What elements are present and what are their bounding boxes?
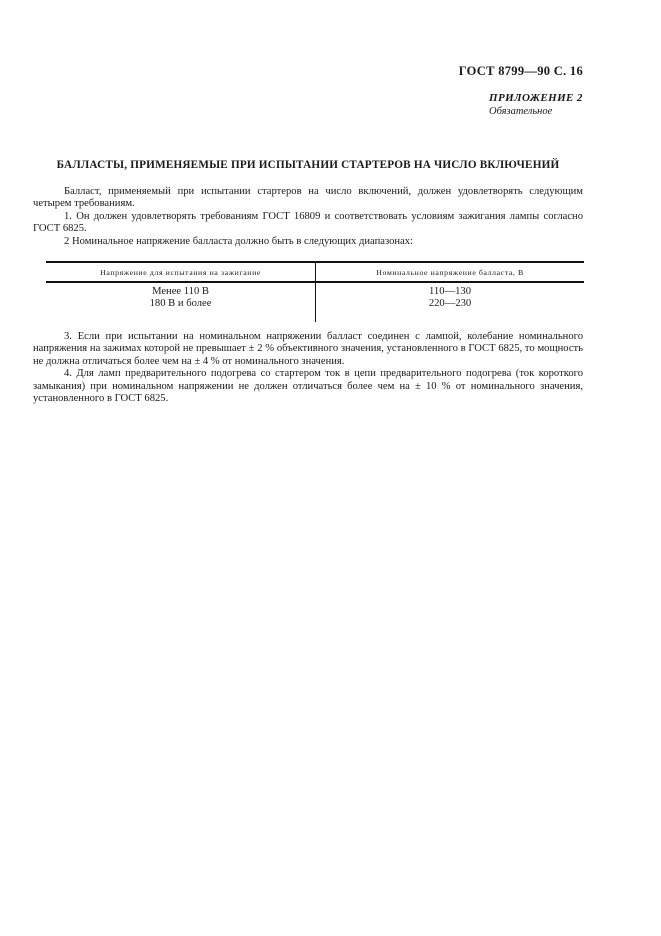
annex-label: ПРИЛОЖЕНИЕ 2	[489, 92, 583, 104]
table-column-nominal-voltage	[316, 283, 584, 322]
table-cell: 180 В и более	[149, 298, 212, 310]
table-header-ignition-voltage: Напряжение для испытания на зажигание	[46, 263, 316, 281]
table-cell: 110—130	[429, 286, 472, 298]
paragraph-item-2: 2 Номинальное напряжение балласта должно быть в следующих диапазонах:	[64, 235, 413, 247]
annex-block	[489, 92, 583, 118]
table-header-row	[46, 263, 584, 283]
annex-note: Обязательное	[489, 106, 553, 117]
page-content	[33, 0, 583, 405]
paragraph-intro: Балласт, применяемый при испытании стартеров на число включений, должен удовлетворять следующим четырем требованиям.	[33, 186, 583, 210]
table-cell: 220—230	[428, 298, 472, 310]
table-body	[46, 283, 584, 322]
paragraph-item-3: 3. Если при испытании на номинальном напряжении балласт соединен с лампой, колебание номинального напряжения на зажимах которой не превышает ± 2 % объективного значения, установленного в ГОСТ 6825, то мощность не должна отличаться более чем на ± 4 % от номинального значения.	[33, 331, 583, 367]
ballast-voltage-table	[46, 261, 584, 322]
document-title: БАЛЛАСТЫ, ПРИМЕНЯЕМЫЕ ПРИ ИСПЫТАНИИ СТАРТЕРОВ НА ЧИСЛО ВКЛЮЧЕНИЙ	[56, 159, 560, 171]
paragraph-item-4: 4. Для ламп предварительного подогрева со стартером ток в цепи предварительного подогрева (ток короткого замыкания) при номинальном напряжении не должен отличаться более чем на ± 10 % от номинального значения, установленного в ГОСТ 6825.	[33, 368, 583, 405]
table-header-nominal-voltage: Номинальное напряжение балласта, В	[376, 268, 524, 278]
paragraph-item-1: 1. Он должен удовлетворять требованиям ГОСТ 16809 и соответствовать условиям зажигания лампы согласно ГОСТ 6825.	[33, 210, 583, 235]
table-cell: Менее 110 В	[152, 286, 209, 298]
page-header-reference: ГОСТ 8799—90 С. 16	[458, 64, 583, 78]
table-column-ignition-voltage	[46, 283, 316, 322]
